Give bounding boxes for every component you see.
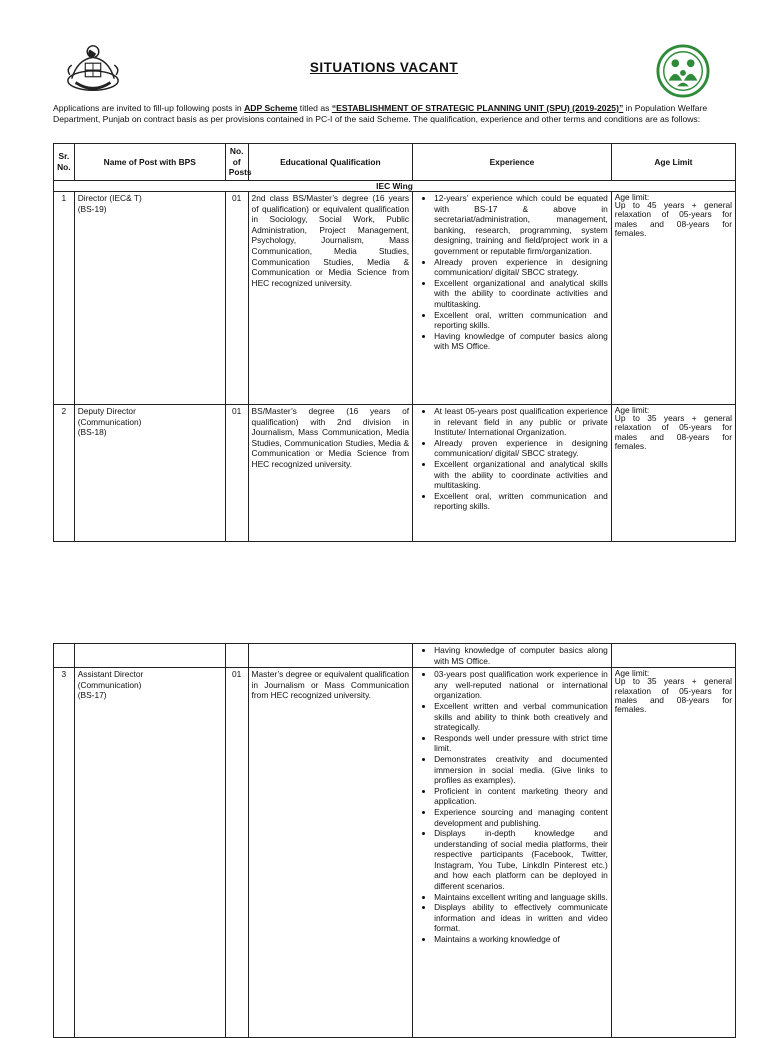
scheme-name: ADP Scheme (244, 103, 298, 113)
list-item: • Already proven experience in designing communication/ digital/ SBCC strategy. (434, 257, 608, 278)
row-education: Master’s degree or equivalent qualification in Journalism or Mass Communication from HEC recognized university. (248, 668, 413, 1038)
row-experience (413, 405, 612, 542)
table-row (54, 192, 736, 405)
list-item: • Demonstrates creativity and documented immersion in social media. (Give links to profiles as examples). (434, 754, 608, 786)
header-name: Name of Post with BPS (74, 144, 225, 181)
row-experience (413, 644, 612, 668)
list-item: • Displays ability to effectively communicate information and ideas in written and video format. (434, 902, 608, 934)
list-item: • Excellent organizational and analytical skills with the ability to coordinate activities and multitasking. (434, 459, 608, 491)
list-item: • Having knowledge of computer basics along with MS Office. (434, 645, 608, 666)
row-sr: 3 (54, 668, 75, 1038)
project-name: “ESTABLISHMENT OF STRATEGIC PLANNING UNIT (SPU) (2019-2025)” (331, 103, 624, 113)
list-item: • Responds well under pressure with strict time limit. (434, 733, 608, 754)
header-sr: Sr. No. (54, 144, 75, 181)
wing-label: IEC Wing (54, 181, 736, 192)
list-item: • Excellent oral, written communication and reporting skills. (434, 491, 608, 512)
row-post-name: Deputy Director (Communication) (BS-18) (74, 405, 225, 542)
table-row (54, 405, 736, 542)
row-education: BS/Master’s degree (16 years of qualification) with 2nd division in Journalism, Mass Communication, Media Studies, Communication Studies, Media & Communication or Media Science from HEC recognized university. (248, 405, 413, 542)
page-title: SITUATIONS VACANT (309, 60, 459, 75)
list-item: • 12-years’ experience which could be equated with BS-17 & above in secretariat/administration, management, banking, research, programming, system designing, training and field/project work in a government or reputable firm/organization. (434, 193, 608, 257)
header-age: Age Limit (611, 144, 735, 181)
row-experience (413, 668, 612, 1038)
row-posts: 01 (225, 668, 248, 1038)
list-item: • Excellent written and verbal communication skills and ability to think both creatively and strategically. (434, 701, 608, 733)
vacancy-table-continued (53, 643, 736, 1038)
table-row (54, 644, 736, 668)
list-item: • Excellent organizational and analytical skills with the ability to coordinate activities and multitasking. (434, 278, 608, 310)
list-item: • At least 05-years post qualification experience in relevant field in any public or private Institute/ International Organization. (434, 406, 608, 438)
list-item: • Displays in-depth knowledge and understanding of social media platforms, their respective participants (Facebook, Twitter, Instagram, You Tube, LinkdIn Pinterest etc.) and how each platform can be deployed in different scenarios. (434, 828, 608, 892)
list-item: • Excellent oral, written communication and reporting skills. (434, 310, 608, 331)
header-posts: No. of Posts (225, 144, 248, 181)
row-age-limit: Age limit: Up to 45 years + general relaxation of 05-years for males and 08-years for females. (611, 192, 735, 405)
table-header-row (54, 144, 736, 181)
row-posts: 01 (225, 405, 248, 542)
row-age-limit: Age limit: Up to 35 years + general relaxation of 05-years for males and 08-years for females. (611, 405, 735, 542)
header-experience: Experience (413, 144, 612, 181)
row-education: 2nd class BS/Master’s degree (16 years of qualification) or equivalent qualification in Sociology, Social Work, Public Administration, Project Management, Psychology, Journalism, Mass Communication, Media Studies, Communication Studies, Media & Communication or Media Science from HEC recognized university. (248, 192, 413, 405)
row-sr: 1 (54, 192, 75, 405)
row-sr: 2 (54, 405, 75, 542)
row-posts: 01 (225, 192, 248, 405)
row-experience (413, 192, 612, 405)
wing-row (54, 181, 736, 192)
row-post-name: Director (IEC& T) (BS-19) (74, 192, 225, 405)
header-education: Educational Qualification (248, 144, 413, 181)
list-item: • Maintains excellent writing and language skills. (434, 892, 608, 903)
intro-paragraph: Applications are invited to fill-up following posts in ADP Scheme titled as “ESTABLISHMENT OF STRATEGIC PLANNING UNIT (SPU) (2019-2025)” in Population Welfare Department, Punjab on contract basis as per provisions contained in PC-I of the said Scheme. The qualification, experience and other terms and conditions are as follows: (53, 103, 708, 124)
table-row (54, 668, 736, 1038)
list-item: • Having knowledge of computer basics along with MS Office. (434, 331, 608, 352)
row-age-limit: Age limit: Up to 35 years + general relaxation of 05-years for males and 08-years for females. (611, 668, 735, 1038)
vacancy-table (53, 143, 736, 542)
row-post-name: Assistant Director (Communication) (BS-17) (74, 668, 225, 1038)
list-item: • Proficient in content marketing theory and application. (434, 786, 608, 807)
list-item: • Maintains a working knowledge of (434, 934, 608, 945)
list-item: • Experience sourcing and managing content development and publishing. (434, 807, 608, 828)
list-item: • 03-years post qualification work experience in any well-reputed national or international organization. (434, 669, 608, 701)
list-item: • Already proven experience in designing communication/ digital/ SBCC strategy. (434, 438, 608, 459)
